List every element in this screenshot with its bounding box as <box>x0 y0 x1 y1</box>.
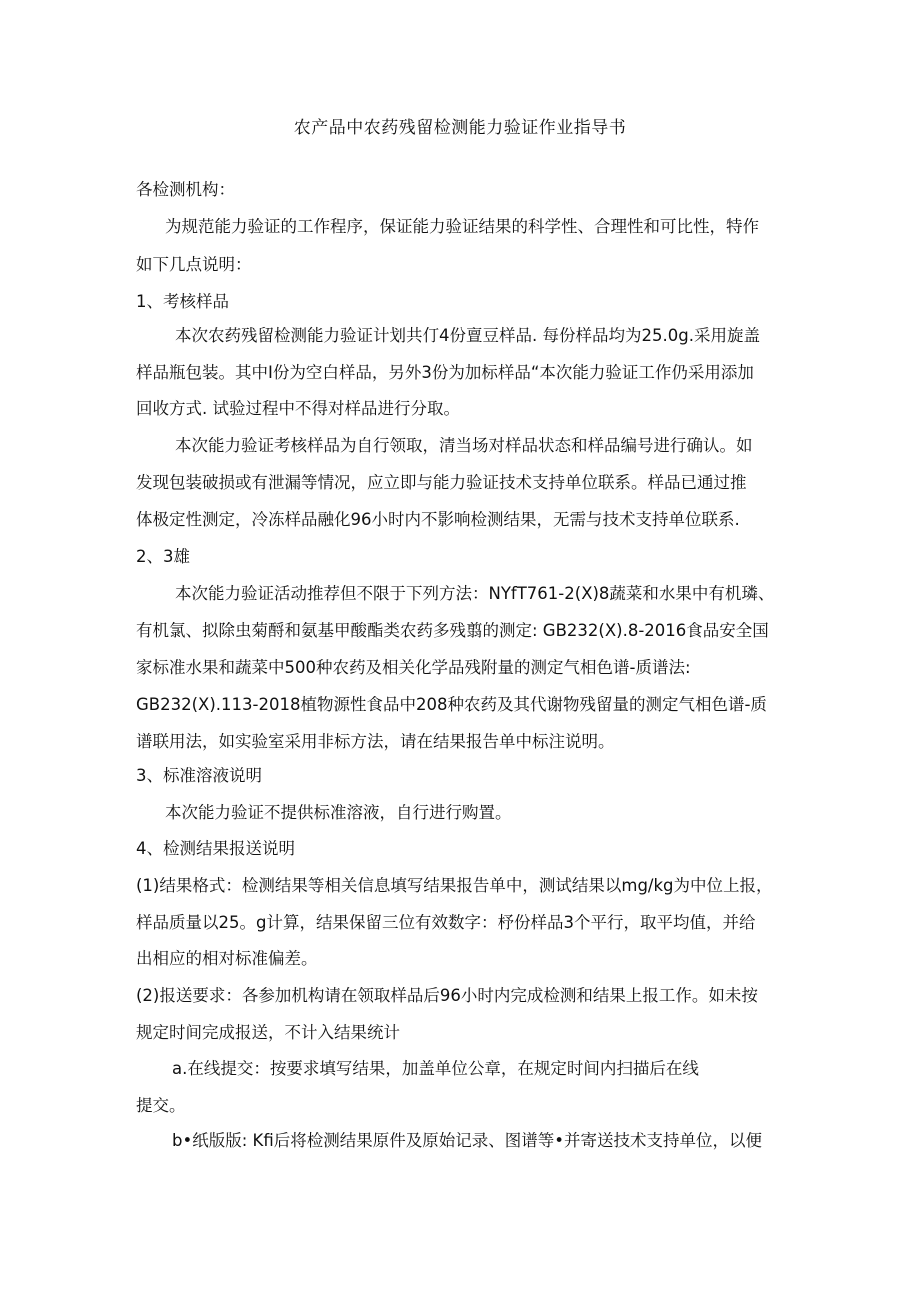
section-heading: 2、3雄 <box>136 547 190 566</box>
paragraph-line: b•纸版版: Kfi后将检测结果原件及原始记录、图谱等•并寄送技术支持单位，以便 <box>172 1131 762 1150</box>
paragraph-line: 如下几点说明： <box>136 255 252 274</box>
paragraph-line: 提交。 <box>136 1096 186 1115</box>
paragraph-line: 本次能力验证活动推荐但不限于下列方法：NYfT761-2(X)8蔬菜和水果中有机璘、 <box>175 584 775 603</box>
paragraph-line: GB232(X).113-2018植物源性食品中208种农药及其代谢物残留量的测定气相色谱-质 <box>136 695 767 714</box>
section-heading: 1、考核样品 <box>136 292 229 311</box>
document-title: 农产品中农药残留检测能力验证作业指导书 <box>293 118 627 138</box>
paragraph-line: 本次农药残留检测能力验证计划共仃4份亶豆样品. 每份样品均为25.0g.采用旋盖 <box>175 326 760 345</box>
paragraph-line: 有机氯、拟除虫菊酹和氨基甲酸酯类农药多残翦的测定: GB232(X).8-2016食品安全国 <box>136 621 769 640</box>
paragraph-line: 规定时间完成报送，不计入结果统计 <box>136 1023 400 1042</box>
paragraph-line: 本次能力验证不提供标准溶液，自行进行购置。 <box>165 803 512 822</box>
paragraph-line: (2)报送要求：各参加机构请在领取样品后96小时内完成检测和结果上报工作。如未按 <box>136 986 758 1005</box>
paragraph-line: 为规范能力验证的工作程序，保证能力验证结果的科学性、合理性和可比性，特作 <box>165 217 759 236</box>
paragraph-line: a.在线提交：按要求填写结果，加盖单位公章，在规定时间内扫描后在线 <box>172 1059 699 1078</box>
paragraph-line: 样品瓶包装。其中I份为空白样品，另外3份为加标样品“本次能力验证工作仍采用添加 <box>136 363 754 382</box>
paragraph-line: 回收方式. 试验过程中不得对样品进行分取。 <box>136 399 460 418</box>
salutation: 各检测机构： <box>136 180 235 199</box>
paragraph-line: 谱联用法，如实验室采用非标方法，请在结果报告单中标注说明。 <box>136 732 615 751</box>
paragraph-line: 家标准水果和蔬菜中500种农药及相关化学品残附量的测定气相色谱-质谱法: <box>136 658 691 677</box>
paragraph-line: 体极定性测定，冷冻样品融化96小时内不影响检测结果，无需与技术支持单位联系. <box>136 510 740 529</box>
section-heading: 4、检测结果报送说明 <box>136 839 295 858</box>
paragraph-line: 样品质量以25。g计算，结果保留三位有效数字：杼份样品3个平行，取平均值，并给 <box>136 913 756 932</box>
paragraph-line: 发现包装破损或有泄漏等情况，应立即与能力验证技术支持单位联系。样品已通过推 <box>136 473 747 492</box>
paragraph-line: 本次能力验证考核样品为自行领取，清当场对样品状态和样品编号进行确认。如 <box>175 436 753 455</box>
paragraph-line: (1)结果格式：检测结果等相关信息填写结果报告单中，测试结果以mg/kg为中位上报， <box>136 876 773 895</box>
section-heading: 3、标准溶液说明 <box>136 766 262 785</box>
paragraph-line: 出相应的相对标准偏差。 <box>136 949 318 968</box>
